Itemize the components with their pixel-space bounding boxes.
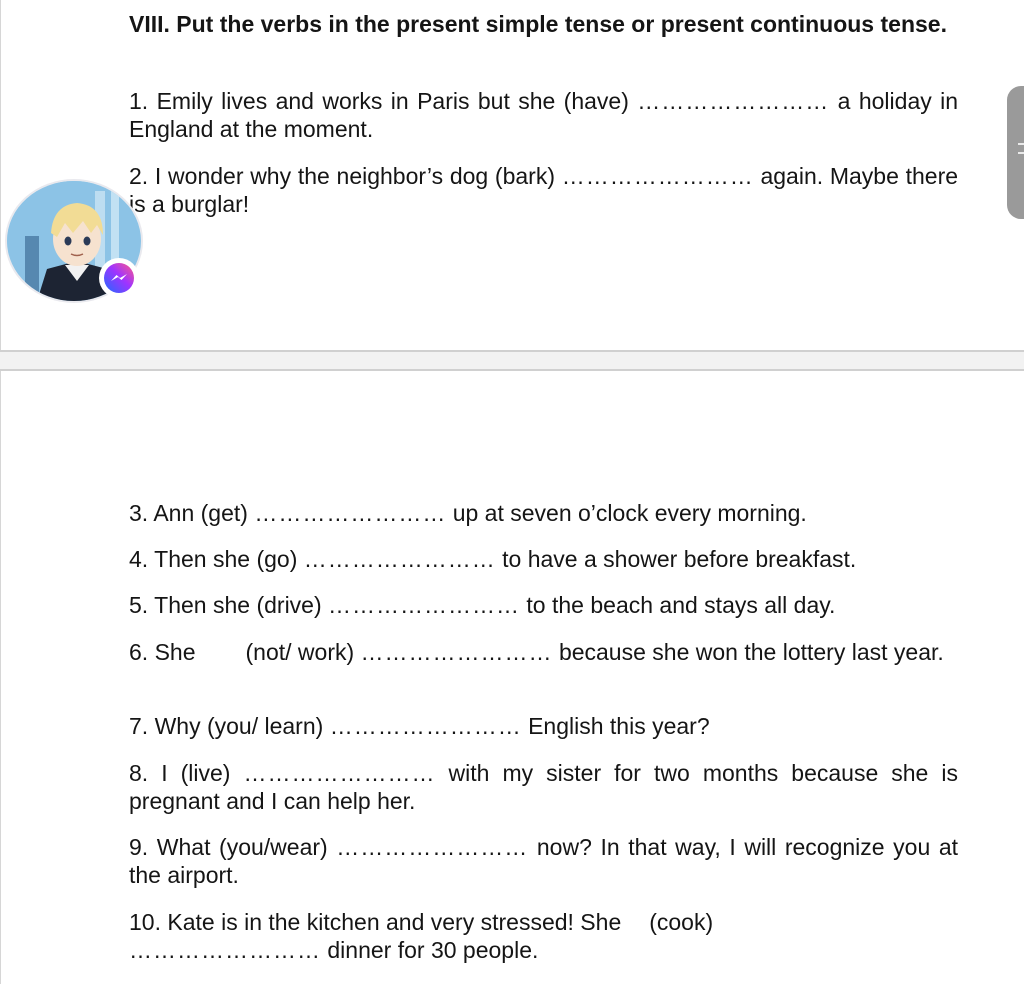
answer-blank[interactable]: …………………… [360, 639, 553, 665]
exercise-item-3: 3. Ann (get) …………………… up at seven o’clock every morning. [129, 500, 807, 526]
answer-blank[interactable]: …………………… [303, 546, 496, 572]
answer-blank[interactable]: …………………… [637, 88, 830, 114]
exercise-item-10: 10. Kate is in the kitchen and very stressed! She (cook) …………………… dinner for 30 people. [129, 909, 714, 963]
exercise-item-2: 2. I wonder why the neighbor’s dog (bark) …………………… again. Maybe there is a burglar! [129, 163, 959, 217]
exercise-item-9: 9. What (you/wear) …………………… now? In that way, I will recognize you at the airport. [129, 834, 959, 888]
side-panel-tab[interactable] [1007, 86, 1024, 219]
answer-blank[interactable]: …………………… [243, 760, 436, 786]
exercise-item-5: 5. Then she (drive) …………………… to the beach and stays all day. [129, 592, 836, 618]
answer-blank[interactable]: …………………… [561, 163, 754, 189]
worksheet-page-1 [0, 0, 1024, 350]
exercise-item-8: 8. I (live) …………………… with my sister for two months because she is pregnant and I can help her. [129, 760, 958, 814]
messenger-badge[interactable] [99, 258, 139, 298]
worksheet-page-2 [0, 371, 1024, 984]
exercise-heading: VIII. Put the verbs in the present simple tense or present continuous tense. [129, 11, 947, 37]
exercise-item-1: 1. Emily lives and works in Paris but she (have) …………………… a holiday in England at the moment. [129, 88, 959, 142]
exercise-item-4: 4. Then she (go) …………………… to have a shower before breakfast. [129, 546, 857, 572]
exercise-item-6: 6. She (not/ work) …………………… because she won the lottery last year. [129, 639, 944, 665]
answer-blank[interactable]: …………………… [336, 834, 529, 860]
answer-blank[interactable]: …………………… [329, 713, 522, 739]
exercise-item-7: 7. Why (you/ learn) …………………… English this year? [129, 713, 710, 739]
answer-blank[interactable]: …………………… [328, 592, 521, 618]
messenger-icon [103, 262, 135, 294]
page-separator [0, 350, 1024, 371]
answer-blank[interactable]: …………………… [254, 500, 447, 526]
answer-blank[interactable]: …………………… [129, 937, 321, 963]
